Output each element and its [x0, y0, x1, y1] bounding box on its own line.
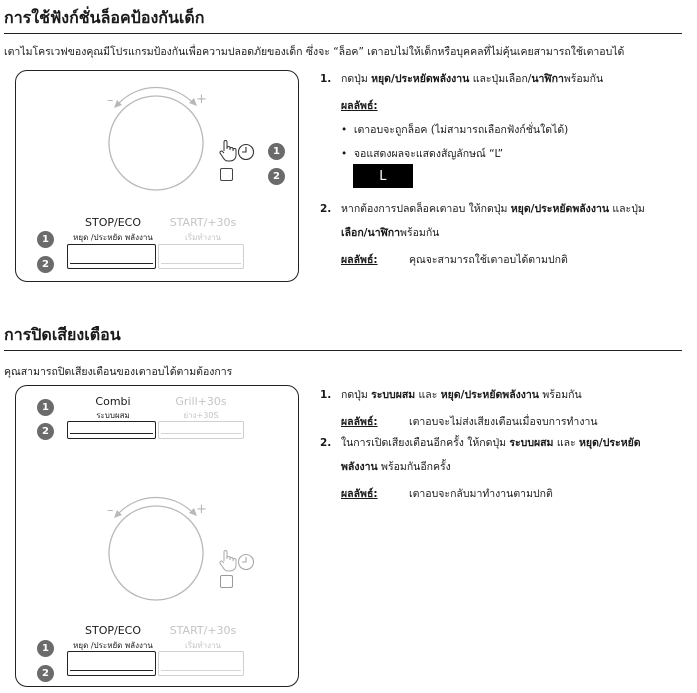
step1-bullet-1: • เตาอบจะถูกล็อค (ไม่สามารถเลือกฟังก์ชั่นใดได้)	[341, 124, 569, 136]
section1-intro: เตาไมโครเวฟของคุณมีโปรแกรมป้องกันเพื่อความปลอดภัยของเด็ก ซึ่งจะ “ล็อค” เตาอบไม่ให้เด็กหรือบุคคลที่ไม่คุ้นเคยสามารถใช้เตาอบได้	[4, 46, 625, 58]
step-badge-2: 2	[37, 423, 54, 440]
clock-icon	[237, 143, 255, 161]
grill-button[interactable]	[158, 421, 244, 439]
stop-eco-button[interactable]	[67, 651, 156, 676]
stop-eco-label: STOP/ECO	[85, 624, 141, 637]
dial-minus-sign: –	[107, 93, 114, 108]
start-button[interactable]	[158, 244, 244, 269]
step-badge-1: 1	[37, 231, 54, 248]
sound-step2-text-line2: พลังงาน พร้อมกันอีกครั้ง	[341, 461, 451, 473]
step-badge-2: 2	[37, 256, 54, 273]
start-button[interactable]	[158, 651, 244, 676]
step-badge-1: 1	[37, 399, 54, 416]
step-badge-2: 2	[268, 168, 285, 185]
dial-minus-sign: –	[107, 503, 114, 518]
sound-step1-number: 1.	[320, 389, 332, 401]
display-lock-symbol: L	[353, 164, 413, 188]
step1-number: 1.	[320, 73, 332, 85]
step1-bullet-2: • จอแสดงผลจะแสดงสัญลักษณ์ “L”	[341, 148, 504, 160]
start-sublabel: เริ่มทำงาน	[185, 641, 221, 650]
step2-result-label: ผลลัพธ์:	[341, 254, 378, 266]
step-badge-1: 1	[268, 143, 285, 160]
step1-text: กดปุ่ม หยุด/ประหยัดพลังงาน และปุ่มเลือก/นาฬิกาพร้อมกัน	[341, 73, 604, 85]
clock-icon	[237, 553, 255, 571]
combi-label: Combi	[95, 395, 131, 408]
sound-step2-result-label: ผลลัพธ์:	[341, 488, 378, 500]
section2-rule	[4, 350, 682, 351]
sound-step1-result-label: ผลลัพธ์:	[341, 416, 378, 428]
section1-title: การใช้ฟังก์ชั่นล็อคป้องกันเด็ก	[4, 8, 205, 27]
step2-text-line2: เลือก/นาฬิกาพร้อมกัน	[341, 227, 440, 239]
stop-eco-sublabel: หยุด /ประหยัด พลังงาน	[73, 233, 153, 242]
sound-step2-result-text: เตาอบจะกลับมาทำงานตามปกติ	[409, 488, 553, 500]
start-sublabel: เริ่มทำงาน	[185, 233, 221, 242]
section2-title: การปิดเสียงเตือน	[4, 325, 121, 344]
sound-step1-text: กดปุ่ม ระบบผสม และ หยุด/ประหยัดพลังงาน พร้อมกัน	[341, 389, 582, 401]
grill-sublabel: ย่าง+30S	[183, 411, 219, 420]
step1-result-label: ผลลัพธ์:	[341, 100, 378, 112]
control-panel-sound-off	[15, 385, 299, 687]
select-button-square[interactable]	[220, 575, 233, 588]
step-badge-1: 1	[37, 640, 54, 657]
stop-eco-sublabel: หยุด /ประหยัด พลังงาน	[73, 641, 153, 650]
select-button-square[interactable]	[220, 168, 233, 181]
step2-text-line1: หากต้องการปลดล็อคเตาอบ ให้กดปุ่ม หยุด/ประหยัดพลังงาน และปุ่ม	[341, 203, 645, 215]
step-badge-2: 2	[37, 665, 54, 682]
sound-step1-result-text: เตาอบจะไม่ส่งเสียงเตือนเมื่อจบการทำงาน	[409, 416, 598, 428]
step2-number: 2.	[320, 203, 332, 215]
sound-step2-number: 2.	[320, 437, 332, 449]
combi-sublabel: ระบบผสม	[96, 411, 130, 420]
section1-rule	[4, 33, 682, 34]
start-label: START/+30s	[169, 624, 237, 637]
dial-plus-sign: +	[196, 502, 207, 517]
control-panel-child-lock	[15, 70, 299, 282]
hand-press-icon	[218, 139, 238, 163]
dial-knob	[91, 483, 221, 603]
grill-label: Grill+30s	[175, 395, 227, 408]
section2-intro: คุณสามารถปิดเสียงเตือนของเตาอบได้ตามต้องการ	[4, 366, 233, 378]
start-label: START/+30s	[169, 216, 237, 229]
stop-eco-label: STOP/ECO	[85, 216, 141, 229]
combi-button[interactable]	[67, 421, 156, 439]
sound-step2-text-line1: ในการเปิดเสียงเตือนอีกครั้ง ให้กดปุ่ม ระบบผสม และ หยุด/ประหยัด	[341, 437, 641, 449]
hand-press-icon	[218, 549, 238, 573]
step2-result-text: คุณจะสามารถใช้เตาอบได้ตามปกติ	[409, 254, 568, 266]
stop-eco-button[interactable]	[67, 244, 156, 269]
dial-plus-sign: +	[196, 92, 207, 107]
